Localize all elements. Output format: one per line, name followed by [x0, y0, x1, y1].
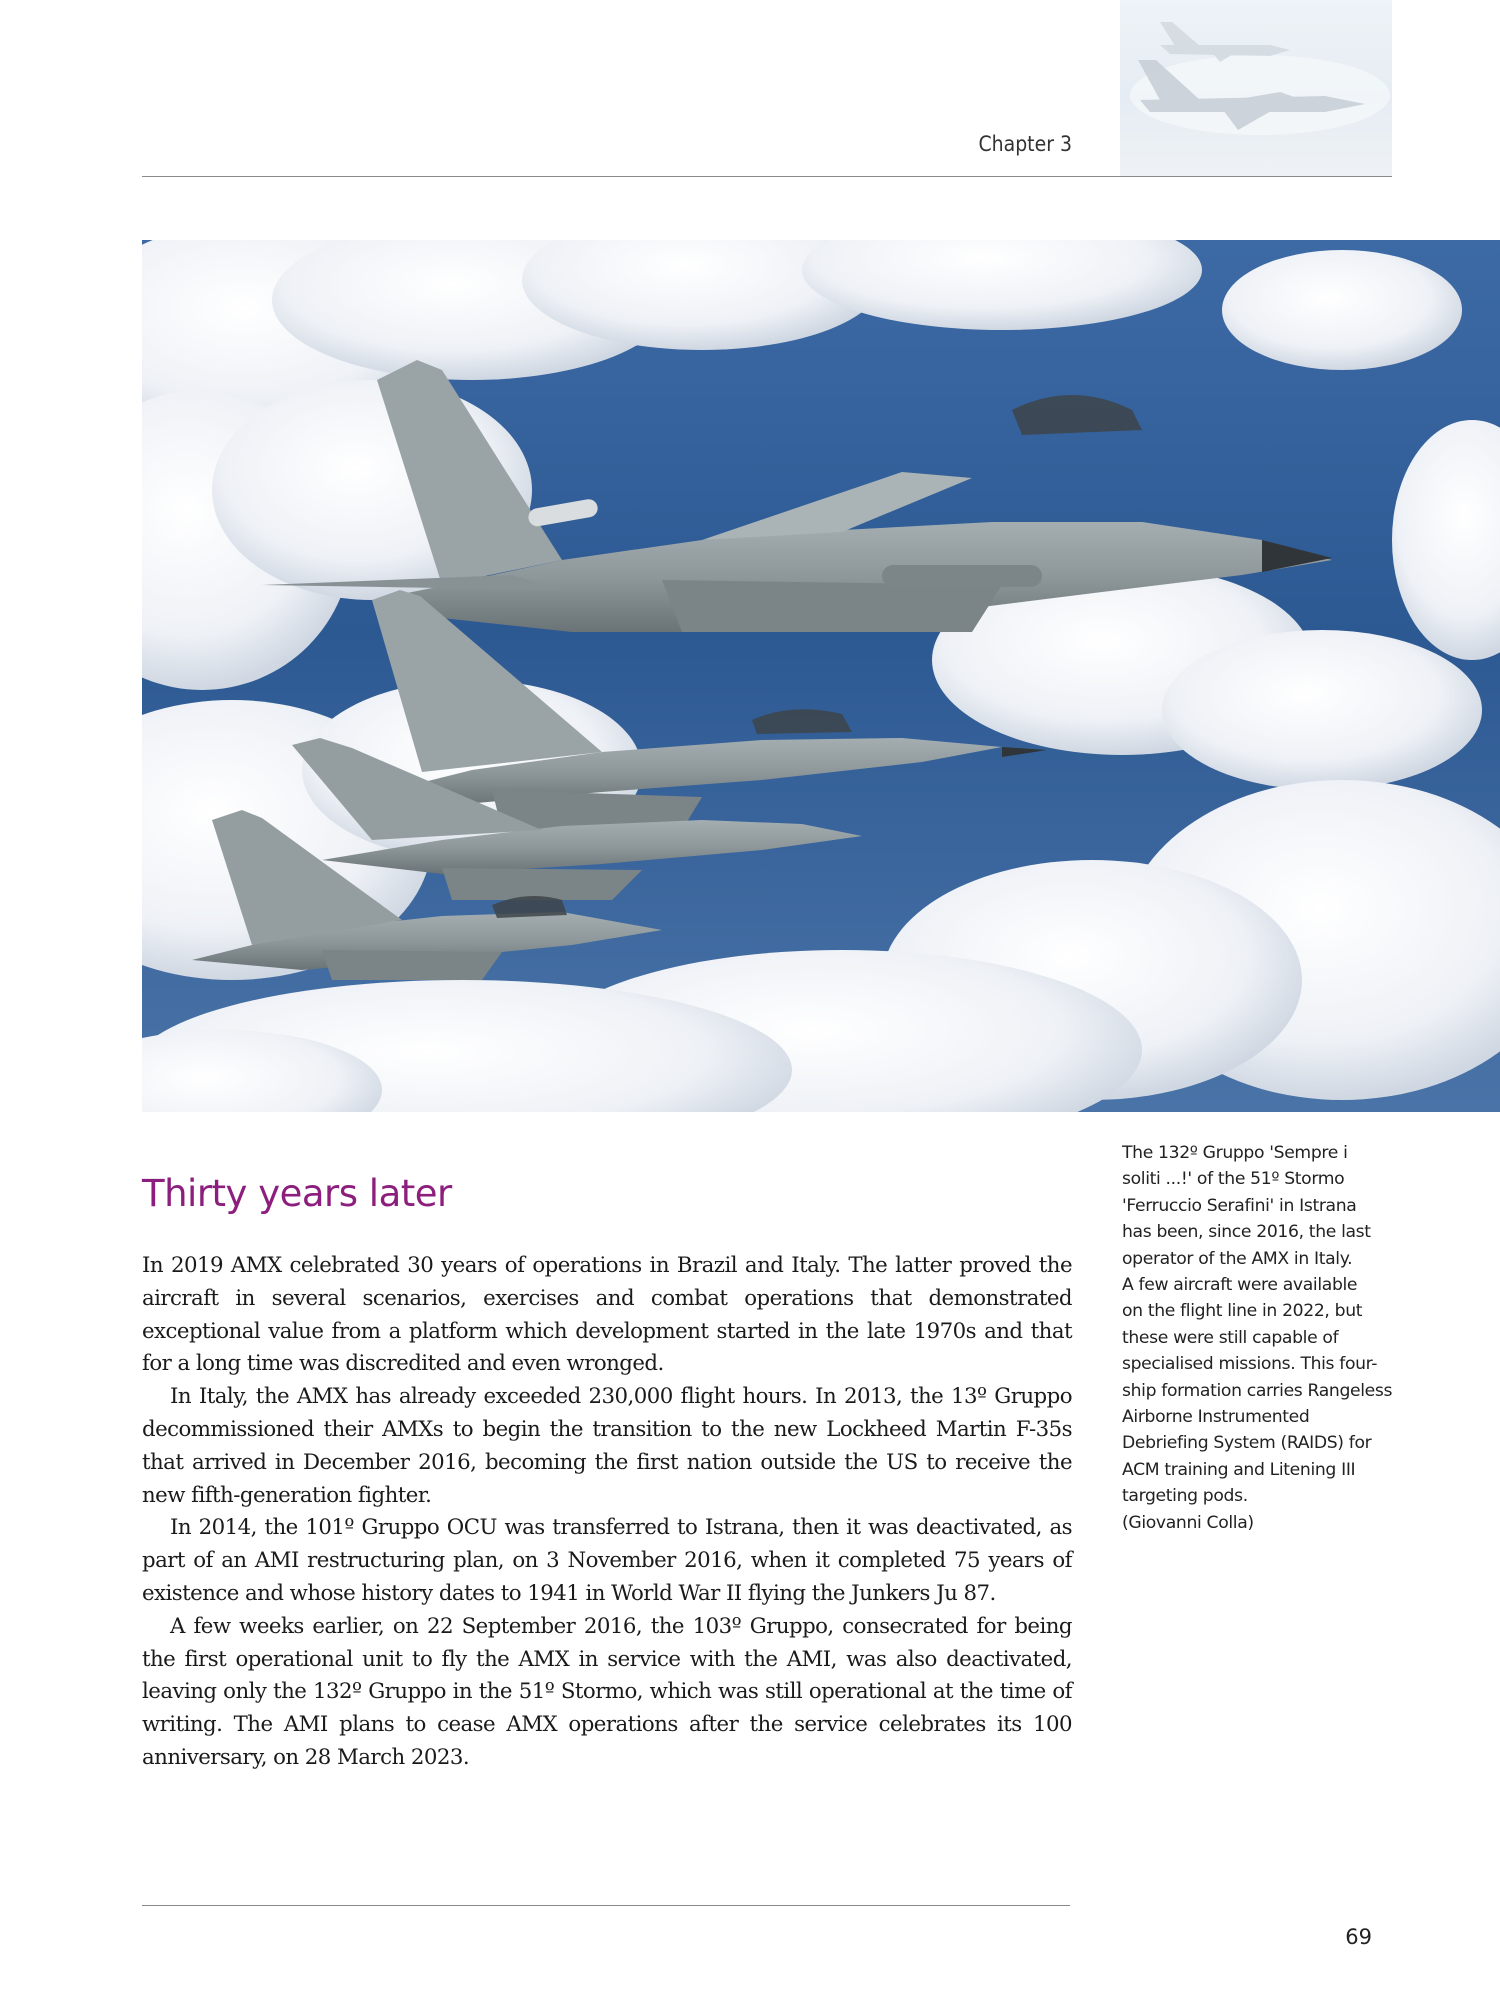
- caption-line: A few aircraft were available: [1122, 1275, 1358, 1296]
- body-paragraph: In Italy, the AMX has already exceeded 230,000 flight hours. In 2013, the 13º Gruppo decommissioned their AMXs to begin the transition to the new Lockheed Martin F-35s that arrived in December 2016, becoming the first nation outside the US to receive the new fifth-generation fighter.: [142, 1384, 1072, 1508]
- jets-thumbnail-icon: [1120, 0, 1392, 176]
- caption-line: 'Ferruccio Serafini' in Istrana: [1122, 1195, 1357, 1216]
- section-title: Thirty years later: [142, 1172, 452, 1215]
- caption-line: has been, since 2016, the last: [1122, 1222, 1371, 1243]
- caption-line: Airborne Instrumented: [1122, 1407, 1310, 1428]
- page-number: 69: [1345, 1925, 1372, 1949]
- main-photo: [142, 240, 1500, 1112]
- caption-line: (Giovanni Colla): [1122, 1512, 1254, 1533]
- header-thumbnail-image: [1120, 0, 1392, 176]
- photo-caption: [1122, 1140, 1402, 1536]
- amx-formation-photo: [142, 240, 1500, 1112]
- body-text: [142, 1250, 1072, 1775]
- caption-line: these were still capable of: [1122, 1327, 1339, 1348]
- caption-line: The 132º Gruppo 'Sempre i: [1122, 1143, 1348, 1163]
- caption-line: ship formation carries Rangeless: [1122, 1380, 1393, 1401]
- body-paragraph: A few weeks earlier, on 22 September 2016, the 103º Gruppo, consecrated for being the first operational unit to fly the AMX in service with the AMI, was also deactivated, leaving only the 132º Gruppo in the 51º Stormo, which was still operational at the time of writing. The AMI plans to cease AMX operations after the service celebrates its 100 anniversary, on 28 March 2023.: [142, 1613, 1072, 1770]
- caption-line: on the flight line in 2022, but: [1122, 1301, 1363, 1322]
- caption-line: specialised missions. This four-: [1122, 1354, 1378, 1375]
- caption-line: operator of the AMX in Italy.: [1122, 1248, 1353, 1269]
- caption-line: ACM training and Litening III: [1122, 1459, 1356, 1480]
- caption-line: soliti ...!' of the 51º Stormo: [1122, 1169, 1345, 1190]
- header-divider: [142, 176, 1392, 177]
- body-paragraph: In 2014, the 101º Gruppo OCU was transferred to Istrana, then it was deactivated, as part of an AMI restructuring plan, on 3 November 2016, when it completed 75 years of existence and whose history dates to 1941 in World War II flying the Junkers Ju 87.: [142, 1515, 1072, 1606]
- caption-line: Debriefing System (RAIDS) for: [1122, 1433, 1372, 1454]
- body-paragraph: In 2019 AMX celebrated 30 years of operations in Brazil and Italy. The latter proved the aircraft in several scenarios, exercises and combat operations that demonstrated exceptional value from a platform which development started in the late 1970s and that for a long time was discredited and even wronged.: [142, 1253, 1072, 1377]
- chapter-label: Chapter 3: [978, 132, 1072, 156]
- footer-divider: [142, 1905, 1070, 1906]
- caption-line: targeting pods.: [1122, 1486, 1248, 1507]
